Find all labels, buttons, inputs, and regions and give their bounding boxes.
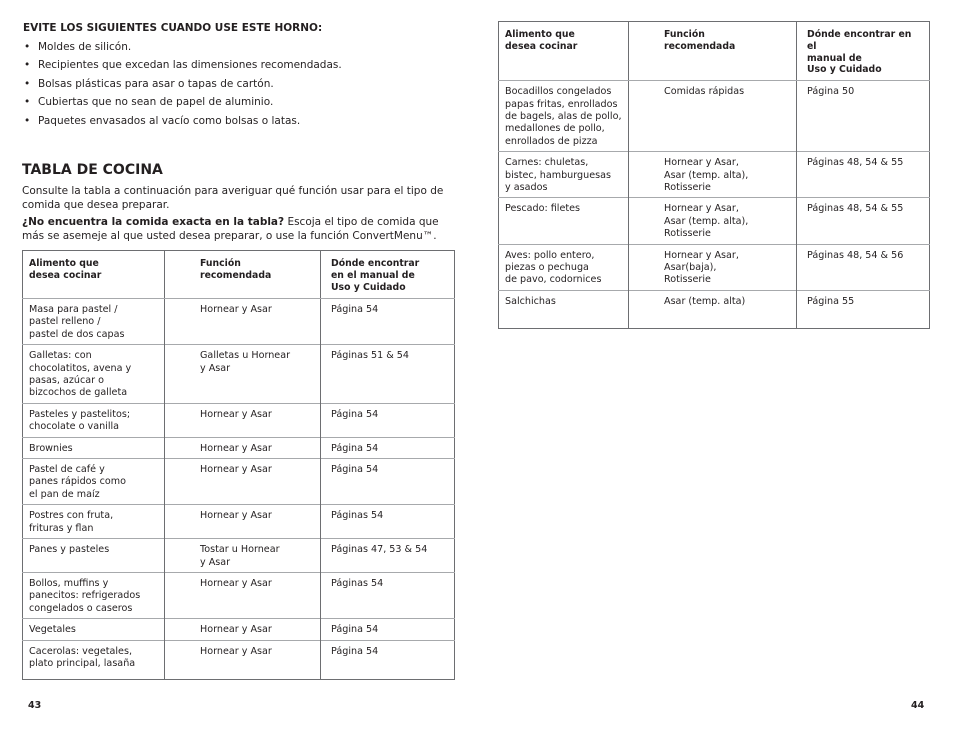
cell-function: Hornear y Asar, Asar (temp. alta), Rotisserie [629, 152, 797, 198]
cell-food: Postres con fruta, frituras y flan [23, 505, 165, 539]
cell-function: Galletas u Hornear y Asar [165, 345, 321, 404]
column-header-reference: Dónde encontrar en el manual de Uso y Cuidado [797, 22, 930, 81]
warning-text: Moldes de silicón. [38, 41, 132, 53]
table-row [23, 505, 455, 539]
cell-reference: Página 54 [321, 299, 455, 345]
table-row [499, 290, 930, 328]
cell-reference: Páginas 54 [321, 572, 455, 618]
table-row [23, 619, 455, 640]
table-header-row [499, 22, 930, 81]
cell-function: Hornear y Asar [165, 299, 321, 345]
bullet-icon: • [24, 114, 31, 127]
table-row [499, 244, 930, 290]
intro-hint [22, 215, 454, 243]
cell-function: Hornear y Asar [165, 459, 321, 505]
cell-function: Hornear y Asar, Asar (temp. alta), Rotisserie [629, 198, 797, 244]
table-row [23, 437, 455, 458]
cell-reference: Página 55 [797, 290, 930, 328]
warning-item [22, 114, 342, 132]
table-row [499, 198, 930, 244]
table-header-row [23, 251, 455, 299]
table-row [23, 539, 455, 573]
cell-function: Tostar u Hornear y Asar [165, 539, 321, 573]
table-row [23, 459, 455, 505]
cooking-table-left [22, 250, 455, 680]
warning-item [22, 58, 342, 76]
table-row [23, 345, 455, 404]
cell-reference: Página 54 [321, 437, 455, 458]
table-row [499, 81, 930, 152]
column-header-food: Alimento que desea cocinar [499, 22, 629, 81]
warning-item [22, 40, 342, 58]
cell-function: Hornear y Asar [165, 437, 321, 458]
table-row [23, 572, 455, 618]
cell-food: Salchichas [499, 290, 629, 328]
bullet-icon: • [24, 96, 31, 109]
cell-food: Carnes: chuletas, bistec, hamburguesas y asados [499, 152, 629, 198]
warning-title: EVITE LOS SIGUIENTES CUANDO USE ESTE HORNO: [23, 22, 323, 34]
cell-food: Panes y pasteles [23, 539, 165, 573]
cell-reference: Página 54 [321, 403, 455, 437]
cell-food: Masa para pastel / pastel relleno / pastel de dos capas [23, 299, 165, 345]
cell-reference: Página 54 [321, 459, 455, 505]
intro-hint-rest: Escoja el tipo de comida que más se asemeje al que usted desea preparar, o use la función ConvertMenu™. [22, 216, 439, 242]
warning-text: Bolsas plásticas para asar o tapas de cartón. [38, 77, 274, 90]
warning-text: Paquetes envasados al vacío como bolsas o latas. [38, 114, 301, 127]
bullet-icon: • [24, 41, 31, 53]
cell-reference: Páginas 54 [321, 505, 455, 539]
cell-function: Hornear y Asar [165, 505, 321, 539]
cell-function: Asar (temp. alta) [629, 290, 797, 328]
column-header-function: Función recomendada [629, 22, 797, 81]
cell-food: Cacerolas: vegetales, plato principal, lasaña [23, 640, 165, 679]
bullet-icon: • [24, 77, 31, 90]
cell-food: Vegetales [23, 619, 165, 640]
cell-function: Hornear y Asar, Asar(baja), Rotisserie [629, 244, 797, 290]
cell-function: Hornear y Asar [165, 640, 321, 679]
intro-text [22, 184, 454, 246]
column-header-food: Alimento que desea cocinar [23, 251, 165, 299]
cell-function: Hornear y Asar [165, 572, 321, 618]
bullet-icon: • [24, 59, 31, 72]
section-title: TABLA DE COCINA [22, 162, 163, 178]
cell-food: Bocadillos congelados papas fritas, enrollados de bagels, alas de pollo, medallones de pollo, enrollados de pizza [499, 81, 629, 152]
cell-food: Pastel de café y panes rápidos como el pan de maíz [23, 459, 165, 505]
cell-food: Pescado: filetes [499, 198, 629, 244]
warning-text: Recipientes que excedan las dimensiones recomendadas. [38, 59, 342, 72]
cell-reference: Página 54 [321, 640, 455, 679]
cell-reference: Página 50 [797, 81, 930, 152]
warning-item [22, 95, 342, 113]
warning-list [22, 40, 342, 132]
cell-function: Comidas rápidas [629, 81, 797, 152]
cell-food: Aves: pollo entero, piezas o pechuga de pavo, codornices [499, 244, 629, 290]
cell-reference: Página 54 [321, 619, 455, 640]
intro-hint-bold: ¿No encuentra la comida exacta en la tabla? [22, 216, 285, 228]
warning-item [22, 77, 342, 95]
cell-food: Galletas: con chocolatitos, avena y pasas, azúcar o bizcochos de galleta [23, 345, 165, 404]
cell-function: Hornear y Asar [165, 403, 321, 437]
cell-food: Brownies [23, 437, 165, 458]
cell-function: Hornear y Asar [165, 619, 321, 640]
cell-reference: Páginas 48, 54 & 55 [797, 152, 930, 198]
page-number: 44 [911, 700, 925, 711]
table-row [23, 299, 455, 345]
cell-food: Pasteles y pastelitos; chocolate o vanilla [23, 403, 165, 437]
cell-food: Bollos, muffins y panecitos: refrigerados congelados o caseros [23, 572, 165, 618]
cell-reference: Páginas 48, 54 & 55 [797, 198, 930, 244]
page-number: 43 [28, 700, 42, 711]
intro-paragraph: Consulte la tabla a continuación para averiguar qué función usar para el tipo de comida que desea preparar. [22, 185, 444, 211]
cell-reference: Páginas 48, 54 & 56 [797, 244, 930, 290]
cooking-table-right [498, 21, 930, 329]
cell-reference: Páginas 47, 53 & 54 [321, 539, 455, 573]
table-row [23, 403, 455, 437]
warning-text: Cubiertas que no sean de papel de aluminio. [38, 96, 274, 109]
table-row [23, 640, 455, 679]
column-header-reference: Dónde encontrar en el manual de Uso y Cuidado [321, 251, 455, 299]
column-header-function: Función recomendada [165, 251, 321, 299]
cell-reference: Páginas 51 & 54 [321, 345, 455, 404]
table-row [499, 152, 930, 198]
